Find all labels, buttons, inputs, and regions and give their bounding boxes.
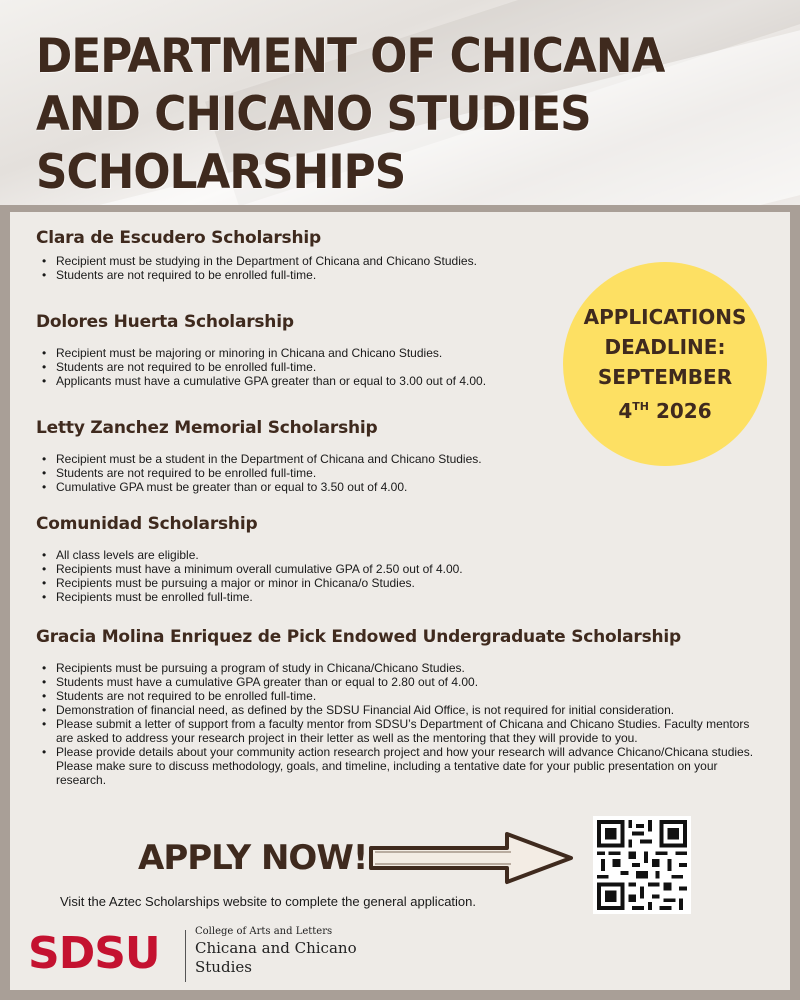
requirement-item: • Recipients must be enrolled full-time.: [36, 590, 463, 604]
requirement-item: • Students are not required to be enrolled full-time.: [36, 689, 766, 703]
deadline-year: 2026: [655, 399, 712, 423]
qr-code-icon[interactable]: [593, 816, 691, 914]
scholarship-letty: [36, 418, 482, 494]
header-banner: [0, 0, 800, 205]
requirement-item: • All class levels are eligible.: [36, 548, 463, 562]
deadline-day-suffix: TH: [632, 400, 649, 413]
requirement-item: • Recipients must have a minimum overall cumulative GPA of 2.50 out of 4.00.: [36, 562, 463, 576]
deadline-line: SEPTEMBER: [597, 365, 733, 389]
apply-now-button[interactable]: APPLY NOW!: [138, 838, 368, 878]
college-name: College of Arts and Letters: [195, 926, 333, 937]
requirement-item: • Students must have a cumulative GPA greater than or equal to 2.80 out of 4.00.: [36, 675, 766, 689]
requirement-item: • Please provide details about your community action research project and how your research will advance Chicano/Chicana studies. Please make sure to discuss methodology, goals, and timeline, including a tentative date for your public presentation on your research.: [36, 745, 766, 787]
scholarship-gracia: [36, 627, 766, 787]
scholarship-clara: [36, 228, 477, 282]
requirement-item: • Please submit a letter of support from a faculty mentor from SDSU’s Department of Chicana and Chicano Studies. Faculty mentors are asked to address your research project in their letter as well as the mentoring that they will provide to you.: [36, 717, 766, 745]
requirement-item: • Recipient must be majoring or minoring in Chicana and Chicano Studies.: [36, 346, 486, 360]
requirement-item: • Students are not required to be enrolled full-time.: [36, 466, 482, 480]
deadline-day: 4: [618, 399, 633, 423]
deadline-line: DEADLINE:: [604, 335, 726, 359]
department-name: Chicana and Chicano Studies: [195, 939, 357, 976]
visit-instructions: Visit the Aztec Scholarships website to complete the general application.: [60, 894, 476, 909]
requirement-item: • Recipients must be pursuing a major or minor in Chicana/o Studies.: [36, 576, 463, 590]
requirement-item: • Recipient must be studying in the Department of Chicana and Chicano Studies.: [36, 254, 477, 268]
content-panel: [10, 212, 790, 990]
scholarship-title: Comunidad Scholarship: [36, 514, 258, 534]
requirement-item: • Students are not required to be enrolled full-time.: [36, 360, 486, 374]
requirement-item: • Cumulative GPA must be greater than or equal to 3.50 out of 4.00.: [36, 480, 482, 494]
requirements-list: [36, 661, 766, 787]
page-title: DEPARTMENT OF CHICANA AND CHICANO STUDIES SCHOLARSHIPS: [36, 29, 665, 200]
scholarship-title: Clara de Escudero Scholarship: [36, 228, 321, 248]
scholarship-comunidad: [36, 514, 463, 604]
deadline-badge: [563, 262, 767, 466]
requirement-item: • Students are not required to be enrolled full-time.: [36, 268, 477, 282]
requirement-item: • Recipient must be a student in the Department of Chicana and Chicano Studies.: [36, 452, 482, 466]
requirement-item: • Demonstration of financial need, as defined by the SDSU Financial Aid Office, is not required for initial consideration.: [36, 703, 766, 717]
sdsu-logo: SDSU: [28, 928, 160, 979]
logo-divider: [185, 930, 186, 982]
scholarship-title: Gracia Molina Enriquez de Pick Endowed Undergraduate Scholarship: [36, 627, 682, 647]
requirement-item: • Recipients must be pursuing a program of study in Chicana/Chicano Studies.: [36, 661, 766, 675]
requirement-item: • Applicants must have a cumulative GPA greater than or equal to 3.00 out of 4.00.: [36, 374, 486, 388]
scholarship-title: Letty Zanchez Memorial Scholarship: [36, 418, 378, 438]
deadline-date: [618, 392, 711, 426]
right-arrow-icon: [367, 828, 577, 888]
requirements-list: [36, 452, 482, 494]
scholarship-dolores: [36, 312, 486, 388]
deadline-line: APPLICATIONS: [583, 305, 747, 329]
requirements-list: [36, 254, 477, 282]
requirements-list: [36, 548, 463, 604]
requirements-list: [36, 346, 486, 388]
scholarship-title: Dolores Huerta Scholarship: [36, 312, 294, 332]
